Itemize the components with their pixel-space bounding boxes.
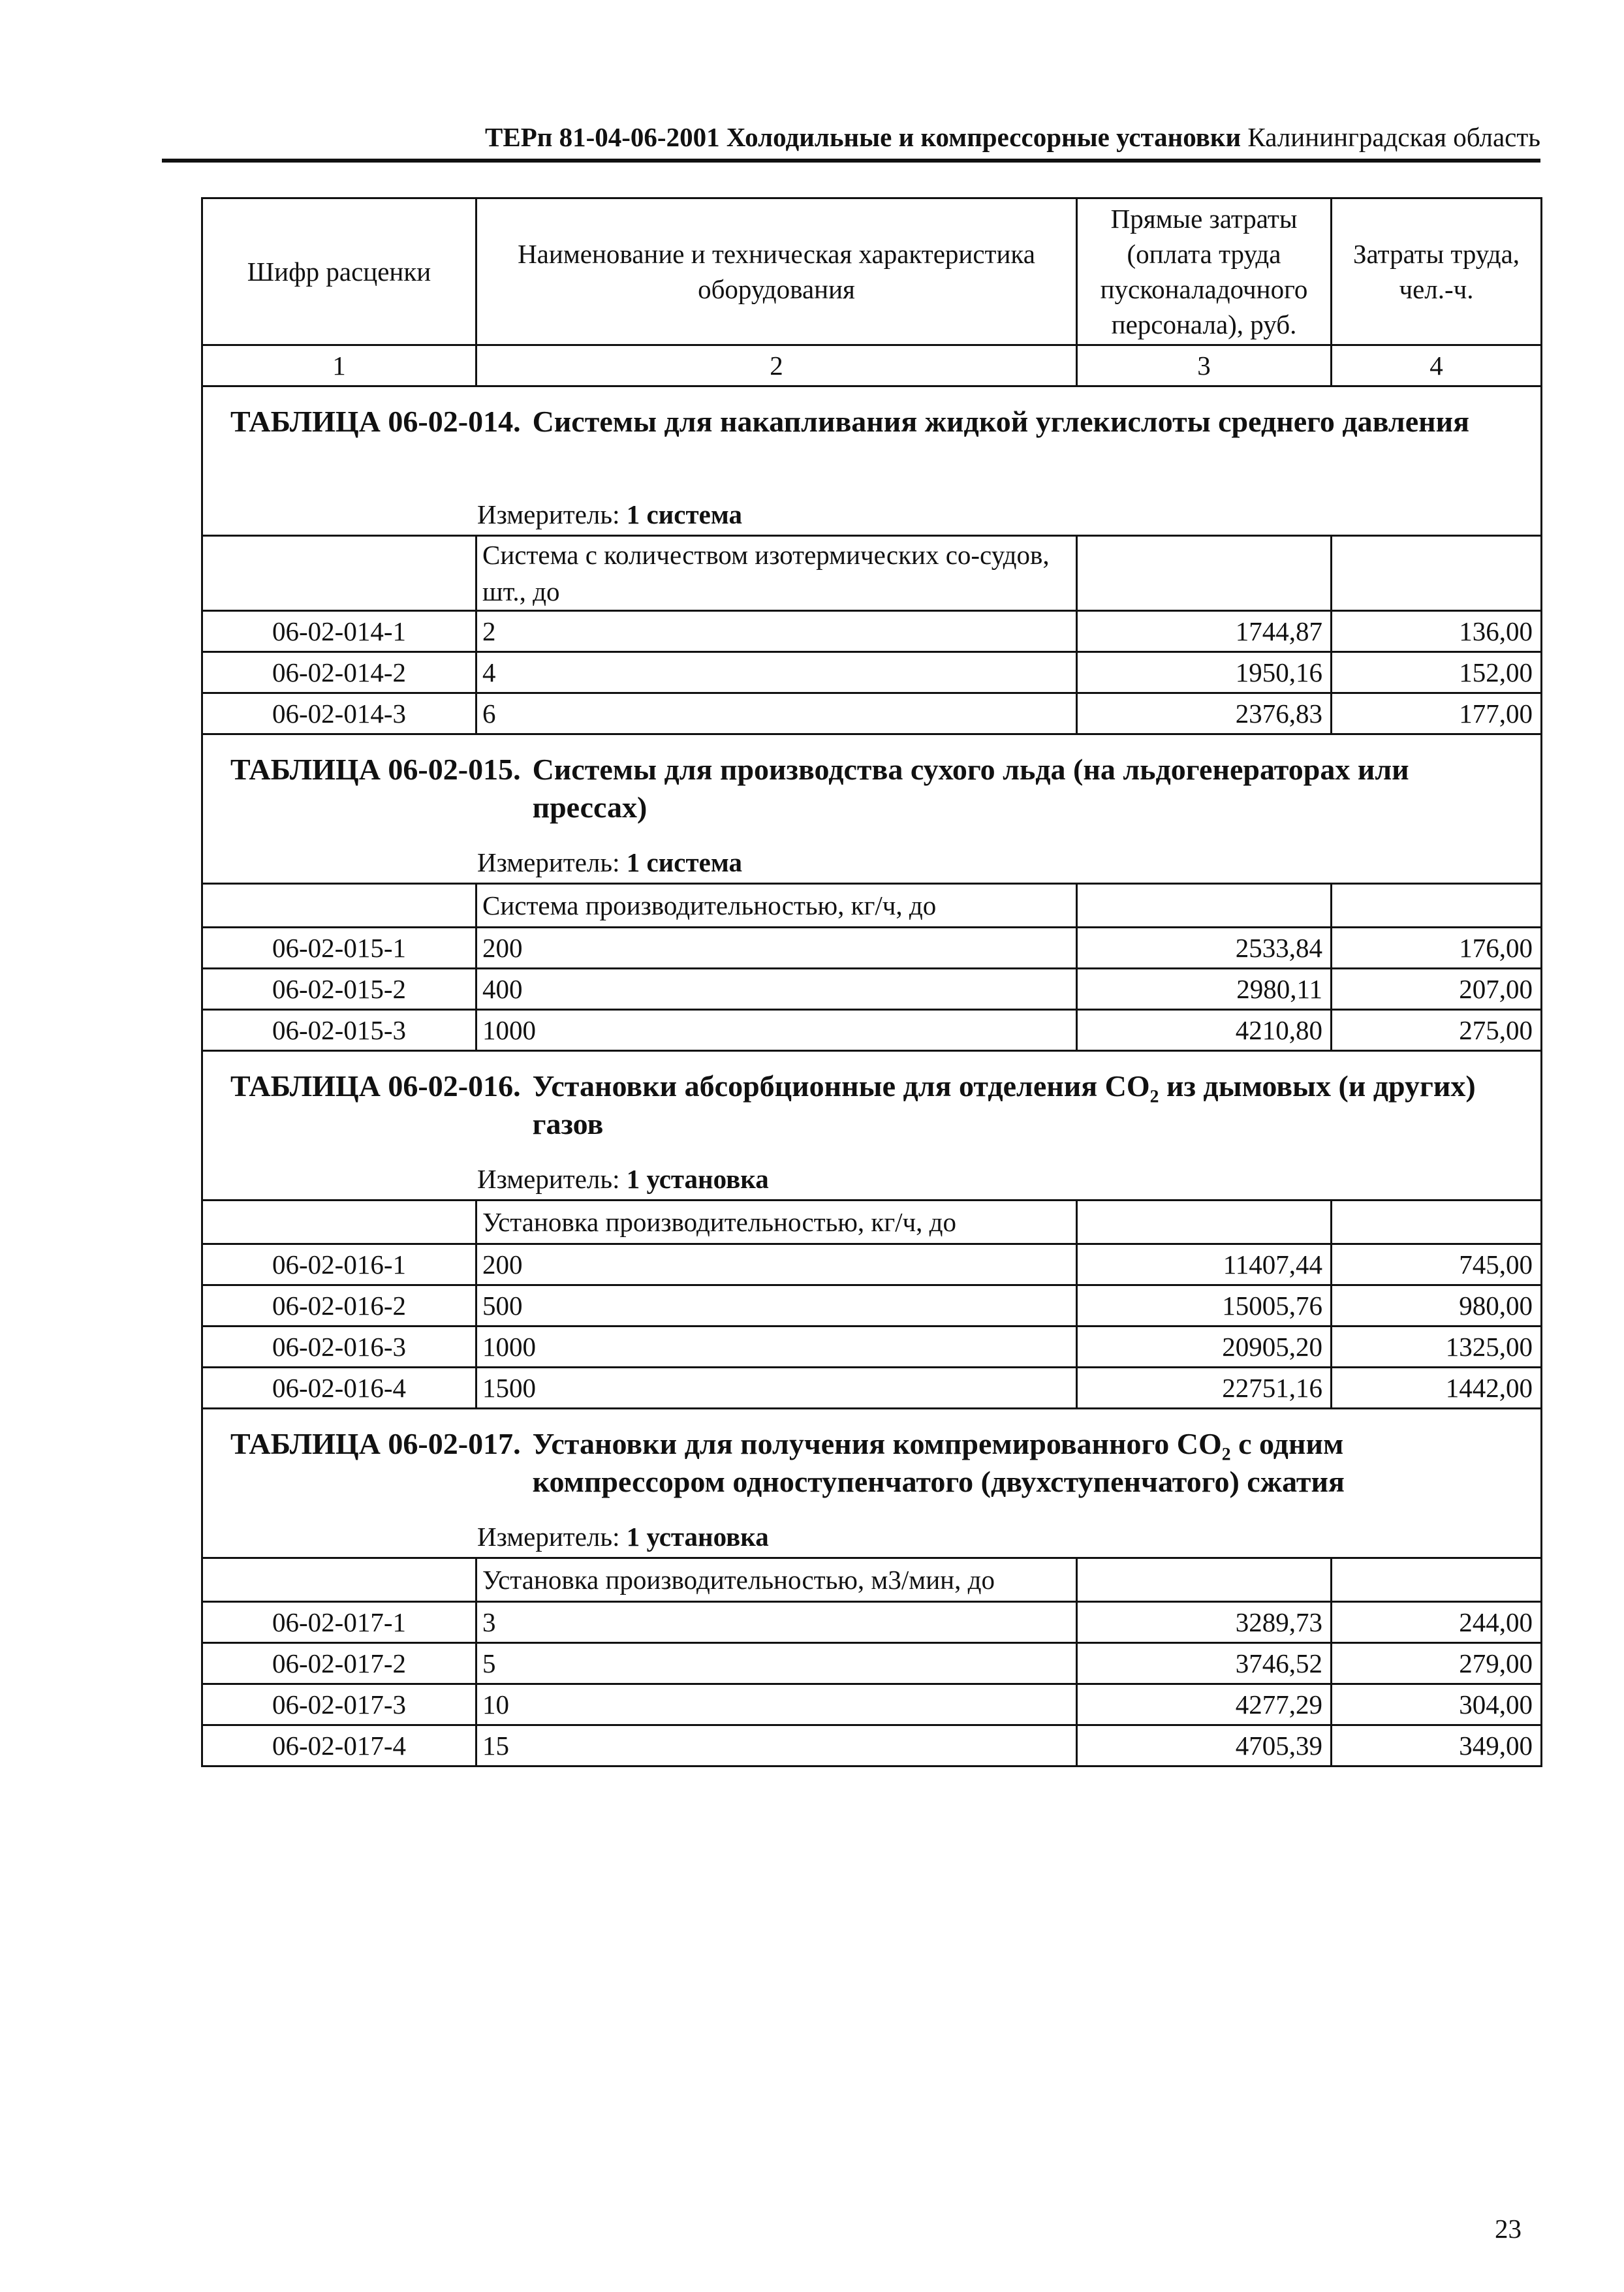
subheader-text: Система производительностью, кг/ч, до [476,884,1077,928]
table-row [202,611,1542,652]
labor-cost: 349,00 [1332,1725,1542,1766]
page-number: 23 [1495,2214,1522,2244]
table-section-label: ТАБЛИЦА 06-02-016. [230,1069,521,1103]
meter-label: Измеритель: [477,1164,620,1194]
rate-code: 06-02-015-2 [202,969,476,1010]
rate-code: 06-02-017-3 [202,1684,476,1725]
column-header-cost: Прямые затраты (оплата труда пусконаладочного персонала), руб. [1077,198,1332,345]
meter-label: Измеритель: [477,499,620,529]
table-section-title-cell [202,1409,1542,1517]
rate-code: 06-02-017-4 [202,1725,476,1766]
meter-label: Измеритель: [477,847,620,877]
subheader-empty-cell [1077,1558,1332,1602]
table-section-title-text: Системы для производства сухого льда (на льдогенераторах или прессах) [532,753,1409,824]
table-row [202,1643,1542,1684]
table-section-title-row [202,734,1542,843]
table-section-title-row [202,1409,1542,1517]
subheader-empty-cell [1077,536,1332,611]
table-row [202,1244,1542,1285]
subheader-empty-cell [1332,1558,1542,1602]
table-section-title-text: Установки абсорбционные для отделения CO₂ из дымовых (и других) газов [532,1069,1476,1140]
table-row [202,1684,1542,1725]
meter-label: Измеритель: [477,1522,620,1552]
table-section-title [230,403,1540,441]
meter-value: 1 установка [626,1164,769,1194]
direct-cost: 4210,80 [1077,1010,1332,1051]
meter-cell [202,1516,1542,1558]
parameter-value: 500 [476,1285,1077,1327]
subheader-empty-cell [1332,1201,1542,1244]
rate-code: 06-02-015-1 [202,928,476,969]
rate-code: 06-02-014-1 [202,611,476,652]
direct-cost: 4705,39 [1077,1725,1332,1766]
subheader-text: Установка производительностью, м3/мин, до [476,1558,1077,1602]
rate-code: 06-02-014-3 [202,693,476,734]
column-number: 3 [1077,345,1332,386]
direct-cost: 2376,83 [1077,693,1332,734]
direct-cost: 2980,11 [1077,969,1332,1010]
table-section-label: ТАБЛИЦА 06-02-017. [230,1427,521,1460]
subheader-empty-cell [202,1558,476,1602]
column-number: 2 [476,345,1077,386]
subheader-text: Система с количеством изотермических со-судов, шт., до [476,536,1077,611]
labor-cost: 1325,00 [1332,1327,1542,1368]
rate-code: 06-02-016-4 [202,1368,476,1409]
parameter-value: 200 [476,1244,1077,1285]
meter-row [202,1159,1542,1201]
parameter-value: 3 [476,1602,1077,1643]
parameter-value: 15 [476,1725,1077,1766]
rate-code: 06-02-017-1 [202,1602,476,1643]
direct-cost: 22751,16 [1077,1368,1332,1409]
table-section-title-cell [202,734,1542,843]
labor-cost: 176,00 [1332,928,1542,969]
labor-cost: 745,00 [1332,1244,1542,1285]
table-section-title [230,1067,1540,1143]
table-section-title-cell [202,1051,1542,1159]
table-section-title-text: Системы для накапливания жидкой углекислоты среднего давления [532,405,1470,438]
table-row [202,693,1542,734]
table-row [202,1010,1542,1051]
subheader-row [202,1558,1542,1602]
table-row [202,969,1542,1010]
labor-cost: 207,00 [1332,969,1542,1010]
meter-value: 1 установка [626,1522,769,1552]
column-header-name: Наименование и техническая характеристика оборудования [476,198,1077,345]
header-region: Калининградская область [1247,122,1540,152]
direct-cost: 20905,20 [1077,1327,1332,1368]
table-section-title [230,1425,1540,1501]
labor-cost: 304,00 [1332,1684,1542,1725]
rate-code: 06-02-016-3 [202,1327,476,1368]
parameter-value: 2 [476,611,1077,652]
rate-code: 06-02-014-2 [202,652,476,693]
parameter-value: 1000 [476,1327,1077,1368]
subheader-empty-cell [202,536,476,611]
rate-code: 06-02-017-2 [202,1643,476,1684]
direct-cost: 2533,84 [1077,928,1332,969]
labor-cost: 136,00 [1332,611,1542,652]
direct-cost: 4277,29 [1077,1684,1332,1725]
parameter-value: 4 [476,652,1077,693]
rate-code: 06-02-015-3 [202,1010,476,1051]
column-header-code: Шифр расценки [202,198,476,345]
labor-cost: 244,00 [1332,1602,1542,1643]
labor-cost: 980,00 [1332,1285,1542,1327]
parameter-value: 5 [476,1643,1077,1684]
running-header [163,121,1540,153]
parameter-value: 10 [476,1684,1077,1725]
labor-cost: 1442,00 [1332,1368,1542,1409]
meter-row [202,1516,1542,1558]
table-row [202,1725,1542,1766]
labor-cost: 152,00 [1332,652,1542,693]
table-section-title-text: Установки для получения компремированного CO₂ с одним компрессором одноступенчатого (двухступенчатого) сжатия [532,1427,1345,1498]
rate-code: 06-02-016-2 [202,1285,476,1327]
column-header-row [202,198,1542,345]
table-section-label: ТАБЛИЦА 06-02-015. [230,753,521,786]
table-section-title-row [202,1051,1542,1159]
direct-cost: 1744,87 [1077,611,1332,652]
subheader-empty-cell [202,1201,476,1244]
direct-cost: 15005,76 [1077,1285,1332,1327]
meter-value: 1 система [626,499,742,529]
subheader-empty-cell [1332,536,1542,611]
price-table [201,197,1542,1767]
subheader-text: Установка производительностью, кг/ч, до [476,1201,1077,1244]
column-number: 1 [202,345,476,386]
parameter-value: 200 [476,928,1077,969]
header-section: Холодильные и компрессорные установки [726,122,1241,152]
table-row [202,1368,1542,1409]
subheader-empty-cell [202,884,476,928]
subheader-empty-cell [1077,884,1332,928]
column-number: 4 [1332,345,1542,386]
column-number-row [202,345,1542,386]
subheader-empty-cell [1077,1201,1332,1244]
parameter-value: 1500 [476,1368,1077,1409]
table-row [202,1285,1542,1327]
labor-cost: 275,00 [1332,1010,1542,1051]
table-section-title [230,751,1540,826]
subheader-empty-cell [1332,884,1542,928]
meter-value: 1 система [626,847,742,877]
parameter-value: 6 [476,693,1077,734]
subheader-row [202,884,1542,928]
labor-cost: 279,00 [1332,1643,1542,1684]
direct-cost: 3289,73 [1077,1602,1332,1643]
subheader-row [202,1201,1542,1244]
rate-code: 06-02-016-1 [202,1244,476,1285]
meter-cell [202,1159,1542,1201]
table-section-label: ТАБЛИЦА 06-02-014. [230,405,521,438]
meter-row [202,494,1542,536]
table-row [202,1327,1542,1368]
table-row [202,928,1542,969]
table-section-title-row [202,386,1542,495]
header-doc-code: ТЕРп 81-04-06-2001 [485,122,720,152]
table-section-title-cell [202,386,1542,495]
parameter-value: 1000 [476,1010,1077,1051]
subheader-row [202,536,1542,611]
meter-cell [202,842,1542,884]
meter-cell [202,494,1542,536]
direct-cost: 3746,52 [1077,1643,1332,1684]
meter-row [202,842,1542,884]
header-rule [162,159,1540,163]
table-row [202,652,1542,693]
direct-cost: 11407,44 [1077,1244,1332,1285]
table-row [202,1602,1542,1643]
direct-cost: 1950,16 [1077,652,1332,693]
column-header-labor: Затраты труда, чел.-ч. [1332,198,1542,345]
labor-cost: 177,00 [1332,693,1542,734]
parameter-value: 400 [476,969,1077,1010]
